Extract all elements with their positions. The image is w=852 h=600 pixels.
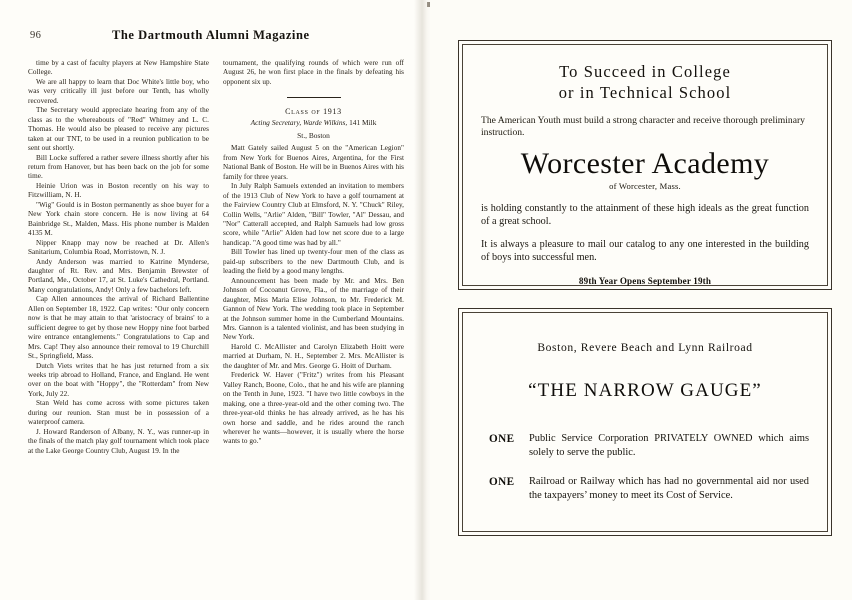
ad-content [459, 309, 831, 528]
paragraph: "Wig" Gould is in Boston permanently as shoe buyer for a New York chain store concern. He is now living at 64 Bainbridge St., Malden, Mass. His phone number is Malden 4135 M. [28, 200, 209, 238]
secretary-line [223, 118, 404, 128]
ad-slogan-title: “THE NARROW GAUGE” [528, 380, 762, 401]
column-one [28, 59, 209, 456]
paragraph: J. Howard Randerson of Albany, N. Y., was runner-up in the finals of the match play golf tournament which took place at the Lake George Country Club, August 19. In the [28, 427, 209, 455]
column-two [223, 59, 404, 456]
ad-bullet-text: Public Service Corporation PRIVATELY OWNED which aims solely to serve the public. [529, 433, 809, 458]
paragraph: Matt Gately sailed August 5 on the "American Legion" from New York for Buenos Aires, Argentina, for the First National Bank of Boston. He will be in Buenos Aires with his family for three years. [223, 144, 404, 181]
paragraph: In July Ralph Samuels extended an invitation to members of the 1913 Club of New York to have a golf tournament at the Fairview Country Club at Elmsford, N. Y. "Chuck" Riley, Collin Wells, "Arlie" Alden, "Bill" Towler, "Al" Dessau, and "Nor" Catterall accepted, and Ralph Samuels had low gross score, while "Arlie" Alden had low net score due to a large handicap. "A good time was had by all." [223, 182, 404, 247]
class-heading: Class of 1913 [285, 107, 342, 117]
ad-bullet-item [481, 475, 809, 502]
paragraph: Harold C. McAllister and Carolyn Elizabeth Hoitt were married at Durham, N. H., September 2. Mrs. McAllister is the daughter of Mr. and Mrs. George G. Hoitt of Durham. [223, 342, 404, 370]
ad-brand-name: Worcester Academy [520, 147, 770, 180]
ad-brand-location: of Worcester, Mass. [609, 181, 681, 191]
ad-paragraph: is holding constantly to the attainment of these high ideals as the great function of a great school. [481, 203, 809, 227]
secretary-name: Acting Secretary, Warde Wilkins, [250, 118, 348, 128]
paragraph: Frederick W. Haver ("Fritz") writes from his Pleasant Valley Ranch, Boone, Colo., that he and his wife are planning on the Tenth in June, 1923. "I have two little cowboys in the making, one a three-year-old and the other coming two. The three-year-old thinks he has already arrived, as he has his own horse and saddle, and he rides around the ranch wherever he wants—however, it is usually where the horse wants to go." [223, 371, 404, 446]
paragraph: Cap Allen announces the arrival of Richard Ballentine Allen on September 18, 1922. Cap writes: "Our only concern now is that he may attain to that 'aristocracy of brains' to a sufficient degree to get by those new Hoppy nine foot barbed wire entrance entanglements." Congratulations to Cap and Mrs. Cap! They also announce their removal to 19 Churchill St., Springfield, Mass. [28, 295, 209, 361]
paragraph: Dutch Viets writes that he has just returned from a six weeks trip abroad to Holland, France, and England. He went over on the boat with "Hoppy", the "Rotterdam" from New York, July 22. [28, 361, 209, 398]
advertisement-worcester-academy [458, 40, 832, 290]
right-page [430, 0, 852, 600]
ad-bullet-item [481, 432, 809, 459]
paragraph: Nipper Knapp may now be reached at Dr. Allen's Sanitarium, Columbia Road, Morristown, N. J. [28, 238, 209, 257]
ad-lead-text: The American Youth must build a strong character and receive thorough preliminary instruction. [481, 115, 805, 138]
ad-footer-note: 89th Year Opens September 19th [578, 276, 712, 286]
paragraph: Bill Locke suffered a rather severe illness shortly after his return from Hanover, but has been back on the job for some time. [28, 153, 209, 181]
paragraph: Announcement has been made by Mr. and Mrs. Ben Johnson of Cocoanut Grove, Fla., of the marriage of their daughter, Miss Maria Elise Johnson, to Mr. Frederick M. Gannon of New York. The wedding took place in September at the Johnson summer home in the Cumberland Mountains. Mrs. Gannon is a talented violinist, and has been studying in New York. [223, 276, 404, 342]
paragraph: Stan Weld has come across with some pictures taken during our reunion. Stan must be in possession of a waterproof camera. [28, 399, 209, 427]
ad-headline [481, 61, 809, 103]
ad-company-name: Boston, Revere Beach and Lynn Railroad [537, 341, 753, 354]
page-folio: 96 [30, 30, 42, 41]
running-head [28, 28, 408, 48]
paragraph: time by a cast of faculty players at New Hampshire State College. [28, 59, 209, 77]
ad-content [459, 41, 831, 296]
ad-headline-line-1: To Succeed in College [559, 62, 731, 81]
ad-bullet-text: Railroad or Railway which has had no governmental aid nor used the taxpayers’ money to meet its Cost of Service. [529, 476, 809, 501]
paragraph: We are all happy to learn that Doc White's little boy, who was very critically ill just before our Tenth, has wholly recovered. [28, 77, 209, 105]
paragraph: Heinie Urion was in Boston recently on his way to Fitzwilliam, N. H. [28, 181, 209, 200]
secretary-line-2: St., Boston [297, 131, 330, 141]
paragraph-continued: tournament, the qualifying rounds of which were run off August 26, he won first place in the finals by defeating his opponent six up. [223, 59, 404, 86]
paragraph: Andy Anderson was married to Katrine Mynderse, daughter of Rt. Rev. and Mrs. Benjamin Brewster of Portland, Me., October 17, at St. Luke's Cathedral, Portland. Many congratulations, Andy! Only a few bachelors left. [28, 257, 209, 294]
magazine-title: The Dartmouth Alumni Magazine [112, 28, 310, 42]
ad-headline-line-2: or in Technical School [558, 83, 732, 102]
text-columns [28, 59, 408, 456]
ad-bullet-marker: ONE [489, 432, 515, 445]
section-divider-rule [287, 97, 341, 98]
ad-bullet-marker: ONE [489, 475, 515, 488]
paragraph: The Secretary would appreciate hearing from any of the class as to the whereabouts of "Red" Whitney and L. C. Thomas. He would also be pleased to receive any pictures taken at our TNT, to be used in a reunion publication to be sent out shortly. [28, 106, 209, 153]
secretary-address-part: 141 Milk [347, 118, 377, 128]
ad-paragraph: It is always a pleasure to mail our catalog to any one interested in the building of boys into successful men. [481, 239, 809, 263]
paragraph: Bill Towler has lined up twenty-four men of the class as paid-up subscribers to the new Dartmouth Club, and is leading the field by a good many lengths. [223, 248, 404, 276]
advertisement-narrow-gauge-railroad [458, 308, 832, 536]
